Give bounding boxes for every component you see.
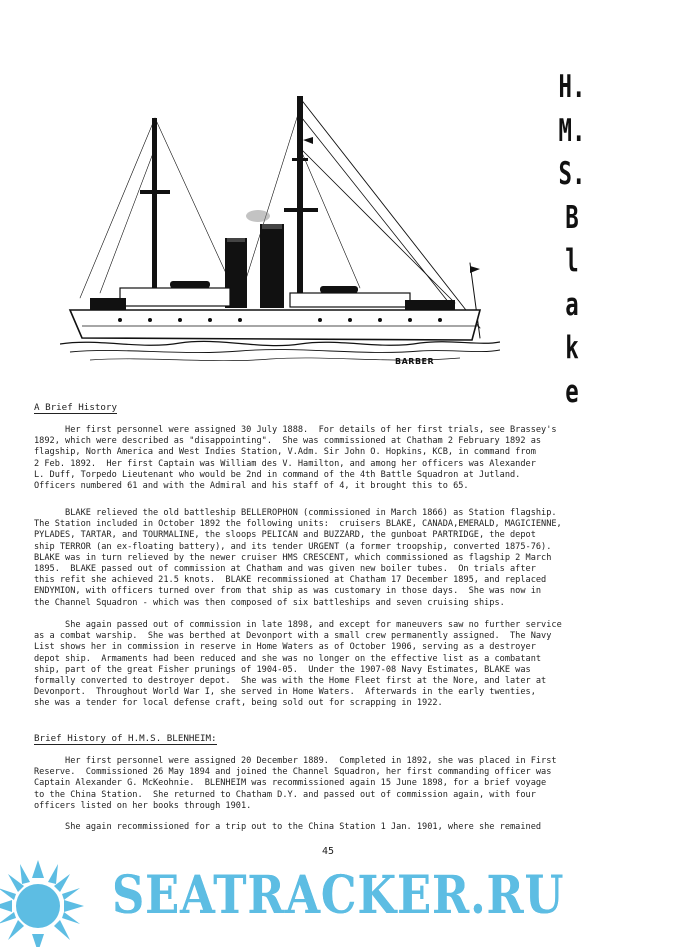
watermark-text: SEATRACKER.RU [112, 865, 565, 926]
paragraph: She again passed out of commission in late 1898, and except for maneuvers saw no further service as a combat warship. She was berthed at Devonport with a small crew permanently assigned. The Navy List shows her in commission in reserve in Home Waters as of October 1906, serving as a destroyer depot ship. Armaments had been reduced and she was no longer on the effective list as a combatant ship, part of the great Fisher prunings of 1904-05. Under the 1907-08 Navy Estimates, BLAKE was formally converted to destroyer depot. She was with the Home Fleet first at the Nore, and later at Devonport. Throughout World War I, she served in Home Waters. Afterwards in the early twenties, she was a tender for local defense craft, being sold out for scrapping in 1922. [34, 620, 562, 709]
title-letter: B [565, 199, 579, 236]
ship-illustration [60, 88, 500, 378]
section-heading-blenheim: Brief History of H.M.S. BLENHEIM: [34, 733, 217, 744]
section-heading-blake: A Brief History [34, 402, 117, 413]
paragraph: Her first personnel were assigned 30 July 1888. For details of her first trials, see Brassey's 1892, which were described as "disappointing". She was commissioned at Chatham 2 February 1892 as flagship, North America and West Indies Station, V.Adm. Sir John O. Hopkins, KCB, in command from 2 Feb. 1892. Her first Captain was William des V. Hamilton, and among her officers was Alexander L. Duff, Torpedo Lieutenant who would be 2nd in command of the 4th Battle Squadron at Jutland. Officers numbered 61 and with the Admiral and his staff of 4, it brought this to 65. [34, 425, 557, 492]
section-body-blenheim [34, 756, 600, 812]
illustrator-signature: BARBER [395, 357, 435, 366]
paragraph: Her first personnel were assigned 20 December 1889. Completed in 1892, she was placed in First Reserve. Commissioned 26 May 1894 and joined the Channel Squadron, her first commanding officer was Captain Alexander G. McKeohnie. BLENHEIM was recommissioned again 15 June 1898, for a brief voyage to the China Station. She returned to Chatham D.Y. and passed out of commission again, with four officers listed on her books through 1901. [34, 756, 557, 811]
paragraph: BLAKE relieved the old battleship BELLEROPHON (commissioned in March 1866) as Station flagship. The Station included in October 1892 the following units: cruisers BLAKE, CANADA,EMERALD, MAGICIENNE, PYLADES, TARTAR, and TOURMALINE, the sloops PELICAN and BUZZARD, the gunboat PARTRIDGE, the depot ship TERROR (an ex-floating battery), and its tender URGENT (a former troopship, converted 1875-76). BLAKE was in turn relieved by the newer cruiser HMS CRESCENT, which commissioned as flagship 2 March 1895. BLAKE passed out of commission at Chatham and was given new boiler tubes. On trials after this refit she achieved 21.5 knots. BLAKE recommissioned at Chatham 17 December 1895, and replaced ENDYMION, with officers turned over from that ship as was customary in those days. She was now in the Channel Squadron - which was then composed of six battleships and seven cruising ships. [34, 508, 562, 608]
section-body-blenheim [34, 822, 600, 833]
paragraph: She again recommissioned for a trip out to the China Station 1 Jan. 1901, where she remained [34, 822, 542, 832]
title-letter: e [565, 373, 579, 410]
title-letter: S. [558, 156, 586, 192]
title-letter: l [565, 243, 579, 279]
title-letter: M. [558, 112, 586, 149]
title-letter: a [565, 286, 579, 323]
section-body-blake [34, 508, 600, 609]
title-letter: H. [558, 69, 586, 105]
section-body-blake [34, 620, 600, 710]
section-body-blake [34, 425, 600, 492]
ship-title-vertical [555, 66, 590, 414]
title-letter: k [565, 330, 579, 366]
page-number: 45 [322, 846, 335, 857]
